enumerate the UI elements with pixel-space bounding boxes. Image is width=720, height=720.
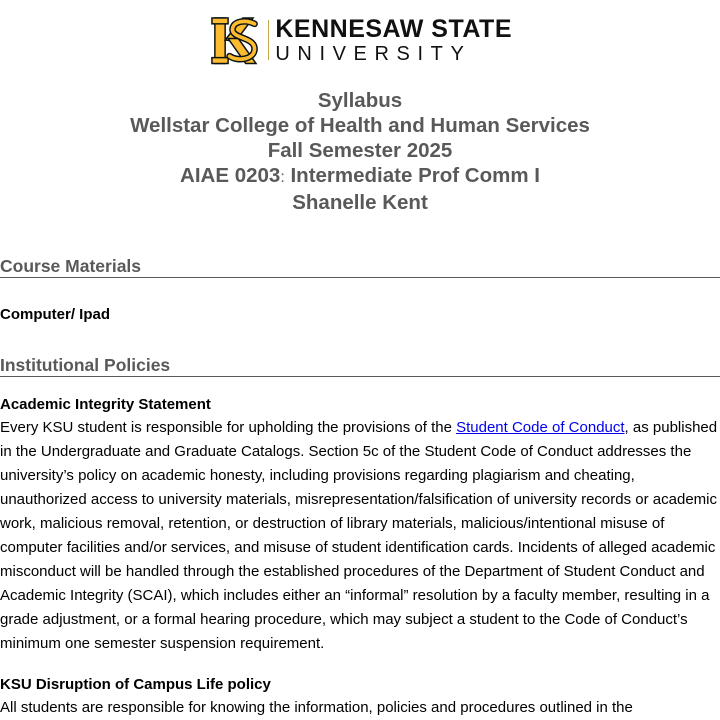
- course-materials-heading: Course Materials: [0, 255, 720, 278]
- course-separator: :: [280, 169, 285, 186]
- disruption-policy-paragraph: All students are responsible for knowing the information, policies and procedures outlined in the: [0, 699, 633, 716]
- logo-line-1: KENNESAW STATE: [275, 14, 512, 43]
- syllabus-header: [0, 88, 720, 215]
- student-code-of-conduct-link[interactable]: Student Code of Conduct: [456, 419, 625, 436]
- academic-integrity-title: Academic Integrity Statement: [0, 396, 211, 413]
- logo-divider: [268, 20, 269, 60]
- academic-integrity-paragraph: [0, 416, 720, 656]
- disruption-policy-title: KSU Disruption of Campus Life policy: [0, 676, 271, 693]
- ksu-logo: [209, 4, 512, 76]
- college-name: Wellstar College of Health and Human Services: [130, 114, 590, 137]
- institutional-policies-heading: Institutional Policies: [0, 354, 720, 377]
- logo-wordmark: [275, 16, 512, 65]
- ksu-ks-monogram-icon: [209, 4, 262, 76]
- course-name: Intermediate Prof Comm I: [284, 164, 540, 187]
- logo-line-2: UNIVERSITY: [275, 42, 472, 65]
- course-code: AIAE 0203: [180, 164, 281, 187]
- instructor-name: Shanelle Kent: [292, 191, 428, 214]
- course-title: [0, 163, 720, 190]
- academic-integrity-text-before: Every KSU student is responsible for upholding the provisions of the: [0, 419, 457, 436]
- course-material-item: Computer/ Ipad: [0, 306, 111, 323]
- doc-title: Syllabus: [317, 89, 403, 112]
- semester: Fall Semester 2025: [267, 139, 453, 162]
- academic-integrity-text-after: , as published in the Undergraduate and Graduate Catalogs. Section 5c of the Student Code of Conduct addresses the university’s policy on academic honesty, including provisions regarding plagiarism and cheating, unauthorized access to university materials, misrepresentation/falsification of university records or academic work, malicious removal, retention, or destruction of library materials, malicious/intentional misuse of computer facilities and/or services, and misuse of student identification cards. Incidents of alleged academic misconduct will be handled through the established procedures of the Department of Student Conduct and Academic Integrity (SCAI), which includes either an “informal” resolution by a faculty member, resulting in a grade adjustment, or a formal hearing procedure, which may subject a student to the Code of Conduct’s minimum one semester suspension requirement.: [0, 419, 718, 652]
